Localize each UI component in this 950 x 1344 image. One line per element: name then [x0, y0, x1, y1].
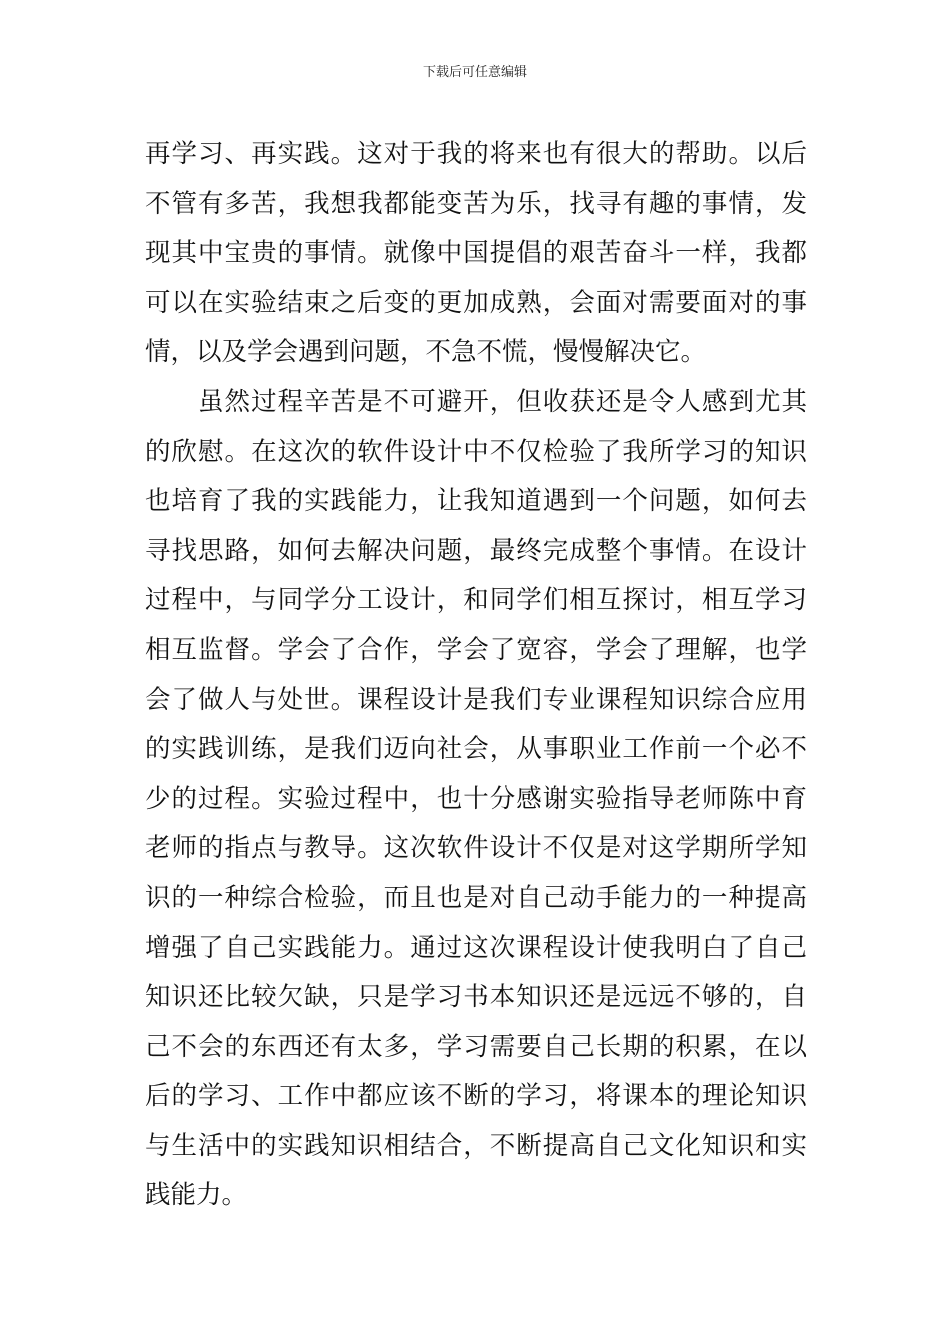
text-line: 后的学习、工作中都应该不断的学习，将课本的理论知识: [145, 1081, 807, 1112]
text-line: 相互监督。学会了合作，学会了宽容，学会了理解，也学: [145, 634, 807, 665]
text-line: 知识还比较欠缺，只是学习书本知识还是远远不够的，自: [145, 982, 807, 1013]
text-line: 少的过程。实验过程中，也十分感谢实验指导老师陈中育: [145, 783, 807, 814]
text-line: 虽然过程辛苦是不可避开，但收获还是令人感到尤其: [145, 386, 807, 417]
text-line: 可以在实验结束之后变的更加成熟，会面对需要面对的事: [145, 287, 807, 318]
text-line: 与生活中的实践知识相结合，不断提高自己文化知识和实: [145, 1130, 807, 1161]
text-line: 老师的指点与教导。这次软件设计不仅是对这学期所学知: [145, 833, 807, 864]
text-line: 再学习、再实践。这对于我的将来也有很大的帮助。以后: [145, 139, 807, 169]
text-line: 增强了自己实践能力。通过这次课程设计使我明白了自己: [145, 932, 807, 963]
text-line: 的实践训练，是我们迈向社会，从事职业工作前一个必不: [145, 734, 807, 765]
text-line: 己不会的东西还有太多，学习需要自己长期的积累，在以: [145, 1031, 807, 1062]
text-line: 现其中宝贵的事情。就像中国提倡的艰苦奋斗一样，我都: [145, 238, 807, 269]
text-line: 也培育了我的实践能力，让我知道遇到一个问题，如何去: [145, 486, 807, 517]
text-line: 的欣慰。在这次的软件设计中不仅检验了我所学习的知识: [145, 436, 807, 467]
text-line: 会了做人与处世。课程设计是我们专业课程知识综合应用: [145, 684, 807, 715]
text-line: 不管有多苦，我想我都能变苦为乐，找寻有趣的事情，发: [145, 188, 807, 219]
text-line: 过程中，与同学分工设计，和同学们相互探讨，相互学习: [145, 585, 807, 616]
document-body: [145, 130, 807, 1221]
text-line: 寻找思路，如何去解决问题，最终完成整个事情。在设计: [145, 535, 807, 566]
text-line: 识的一种综合检验，而且也是对自己动手能力的一种提高: [145, 882, 807, 913]
text-line: 践能力。: [145, 1180, 248, 1211]
page-header: 下载后可任意编辑: [422, 65, 527, 80]
text-line: 情，以及学会遇到问题，不急不慌，慢慢解决它。: [145, 337, 707, 368]
